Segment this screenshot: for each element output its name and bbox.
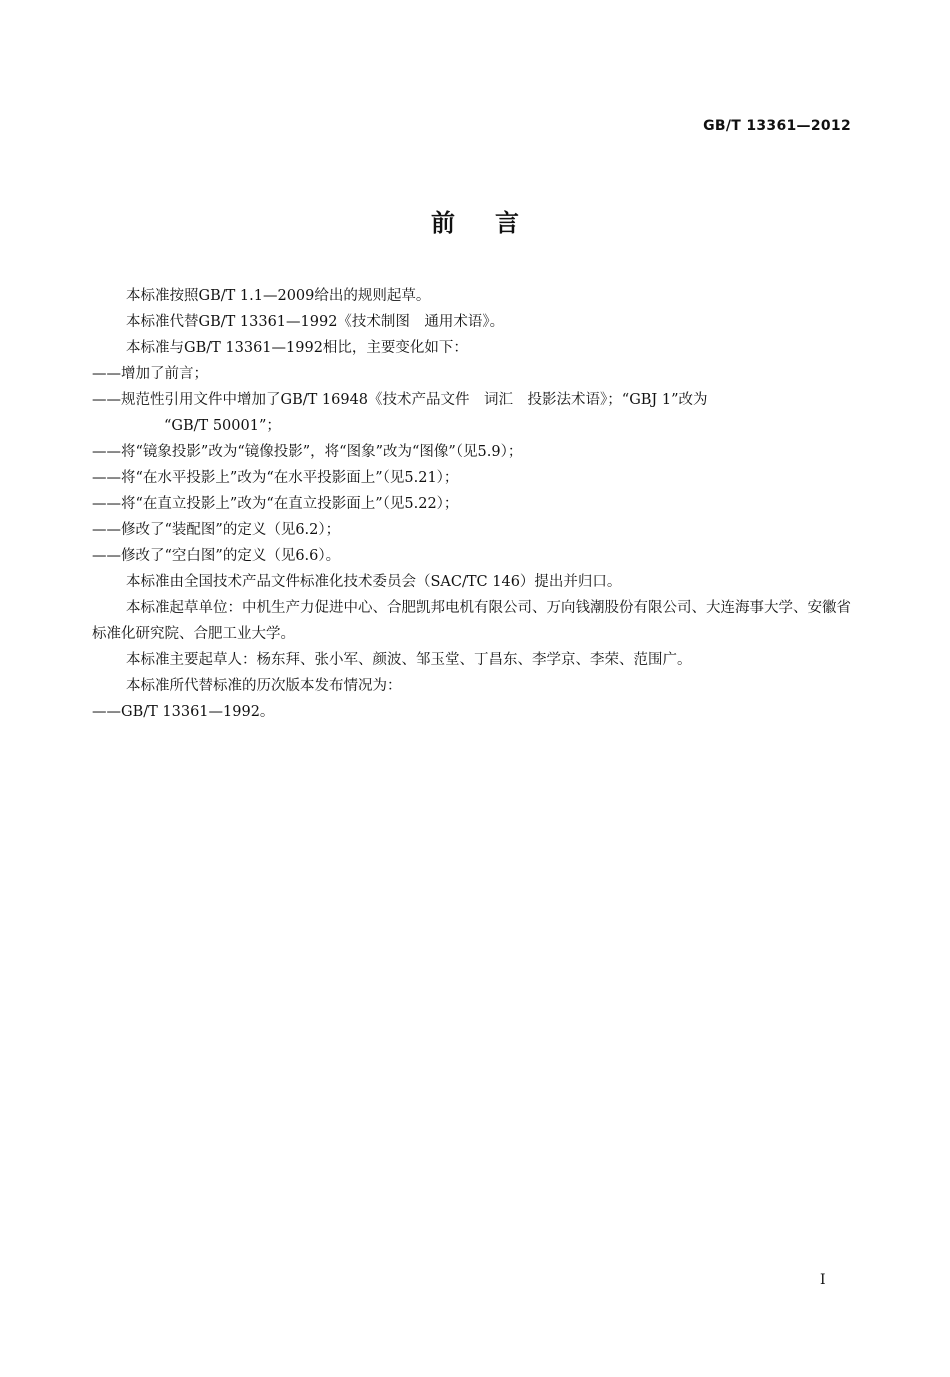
paragraph-proposed-by: 本标准由全国技术产品文件标准化技术委员会（SAC/TC 146）提出并归口。 [126,574,622,590]
history-item: ——GB/T 13361—1992。 [92,704,275,720]
page-title: 前言 [431,209,559,237]
page-number: I [820,1272,826,1288]
change-item-continuation: “GB/T 50001”； [164,418,281,434]
paragraph-replaces: 本标准代替GB/T 13361—1992《技术制图 通用术语》。 [126,314,505,330]
paragraph-drafting-units: 本标准起草单位：中机生产力促进中心、合肥凯邦电机有限公司、万向钱潮股份有限公司、大连海事大学、安徽省标准化研究院、合肥工业大学。 [92,600,851,642]
change-item: ——规范性引用文件中增加了GB/T 16948《技术产品文件 词汇 投影法术语》；“GBJ 1”改为 [92,392,708,408]
paragraph-history-intro: 本标准所代替标准的历次版本发布情况为： [126,678,402,694]
change-item: ——将“镜象投影”改为“镜像投影”，将“图象”改为“图像”（见5.9）； [92,444,523,460]
standard-code: GB/T 13361—2012 [703,118,851,134]
change-item: ——增加了前言； [92,366,208,382]
document-body [92,283,862,725]
paragraph-drafters: 本标准主要起草人：杨东拜、张小军、颜波、邹玉堂、丁昌东、李学京、李荣、范围广。 [126,652,692,668]
paragraph-drafting-rules: 本标准按照GB/T 1.1—2009给出的规则起草。 [126,288,431,304]
change-item: ——将“在水平投影上”改为“在水平投影面上”（见5.21）； [92,470,459,486]
paragraph-changes-intro: 本标准与GB/T 13361—1992相比，主要变化如下： [126,340,468,356]
change-item: ——修改了“空白图”的定义（见6.6）。 [92,548,341,564]
change-item: ——修改了“装配图”的定义（见6.2）； [92,522,341,538]
change-item: ——将“在直立投影上”改为“在直立投影面上”（见5.22）； [92,496,459,512]
